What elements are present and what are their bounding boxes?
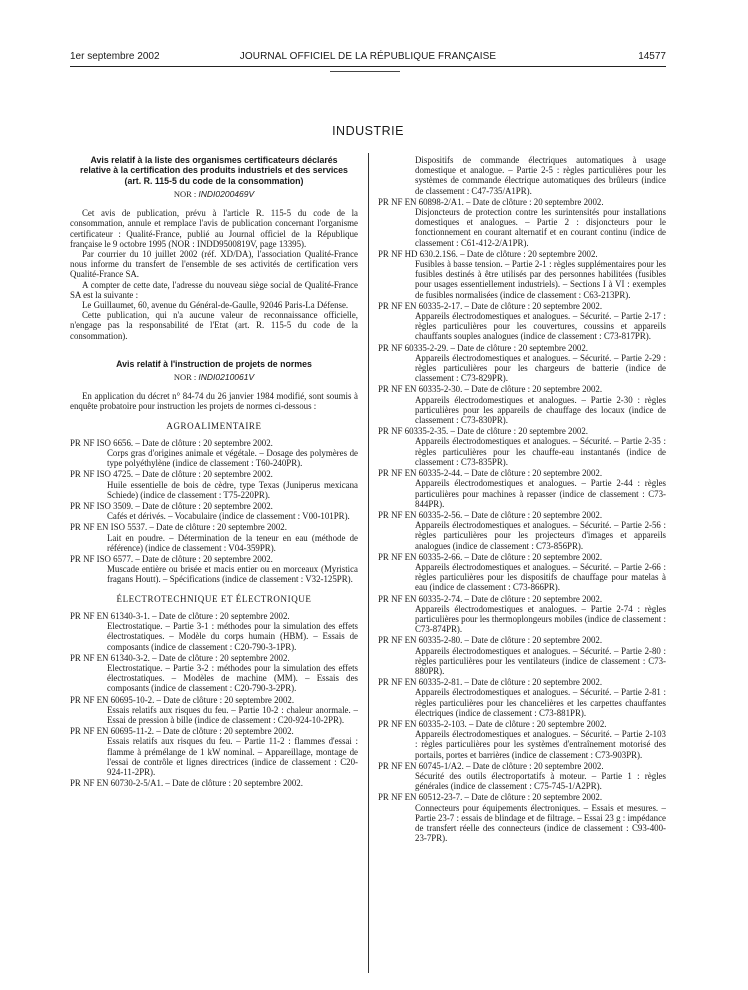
norm-entry-head: PR NF EN 60335-2-103. – Date de clôture : 20 septembre 2002. (378, 718, 607, 729)
rubric-agroalimentaire: AGROALIMENTAIRE (166, 420, 262, 431)
norm-entry-body: Disjoncteurs de protection contre les surintensités pour installations domestiques et analogues. – Partie 2 : disjoncteurs pour le fonctionnement en courant alternatif et en courant continu (indice de classement : C61-412-2/A1PR). (415, 207, 666, 248)
norm-entry-head: PR NF EN 60335-2-66. – Date de clôture : 20 septembre 2002. (378, 551, 603, 562)
norm-entry-head: PR NF EN 60730-2-5/A1. – Date de clôture : 20 septembre 2002. (70, 778, 303, 789)
norm-entry (70, 469, 358, 500)
section-title: INDUSTRIE (332, 124, 404, 138)
norm-entry (378, 677, 666, 718)
norm-entry-head: PR NF ISO 4725. – Date de clôture : 20 septembre 2002. (70, 469, 273, 480)
norm-entry (378, 384, 666, 425)
paragraph: A compter de cette date, l'adresse du nouveau siège social de Qualité-France SA est la suivante : (70, 279, 358, 300)
norm-entry-head: PR NF EN 61340-3-2. – Date de clôture : 20 septembre 2002. (70, 652, 290, 663)
paragraph: Par courrier du 10 juillet 2002 (réf. XD/DA), l'association Qualité-France nous informe du transfert de l'ensemble de ses activités de certification vers Qualité-France SA. (70, 248, 358, 280)
norm-entry (70, 438, 358, 469)
norm-entry-head: PR NF EN 60335-2-44. – Date de clôture : 20 septembre 2002. (378, 468, 603, 479)
norm-entry-body: Fusibles à basse tension. – Partie 2-1 : règles supplémentaires pour les fusibles destinés à être utilisés par des personnes habilitées (fusibles pour usages essentiellement industriels). – Sections I à VI : exemples de fusibles normalisées (indice de classement : C63-213PR). (415, 259, 666, 300)
norm-entry-body: Electrostatique. – Partie 3-2 : méthodes pour la simulation des effets électrostatiques. – Modèles de machine (MM). – Essais des composants (indice de classement : C20-790-3-2PR). (107, 662, 358, 694)
nor-code: INDI0200469V (198, 188, 255, 199)
norm-entry-head: PR NF EN 60695-11-2. – Date de clôture : 20 septembre 2002. (70, 726, 294, 737)
paragraph: Cette publication, qui n'a aucune valeur de reconnaissance officielle, n'engage pas la responsabilité de l'Etat (art. R. 115-5 du code de la consommation). (70, 310, 358, 341)
norm-entry-head: PR NF EN 60695-10-2. – Date de clôture : 20 septembre 2002. (70, 694, 295, 705)
norm-entry (70, 653, 358, 694)
header-rule (70, 66, 666, 67)
elec-entries-right (378, 197, 666, 844)
avis-organismes (70, 155, 358, 341)
paragraph: Le Guillaumet, 60, avenue du Général-de-Gaulle, 92046 Paris-La Défense. (82, 299, 349, 310)
norm-entry-head: PR NF EN 60335-2-81. – Date de clôture : 20 septembre 2002. (378, 677, 603, 688)
norm-entry (70, 501, 358, 521)
norm-entry (70, 611, 358, 652)
norm-entry-body: Dispositifs de commande électriques automatiques à usage domestique et analogue. – Partie 2-5 : règles particulières pour les systèmes de commande électrique automatiques des brûleurs (indice de classement : C47-735/A1PR). (415, 155, 666, 196)
rubric-electrotechnique: ÉLECTROTECHNIQUE ET ÉLECTRONIQUE (116, 593, 312, 604)
norm-entry (70, 554, 358, 585)
right-column (378, 155, 666, 844)
norm-entry-body: Appareils électrodomestiques et analogues. – Sécurité. – Partie 2-35 : règles particulières pour les chauffe-eau instantanés (indice de classement : C73-835PR). (415, 436, 666, 467)
norm-entry-head: PR NF EN 60335-2-30. – Date de clôture : 20 septembre 2002. (378, 384, 603, 395)
nor-code: INDI0210061V (198, 372, 255, 383)
norm-entry-head: PR NF EN 60512-23-7. – Date de clôture : 20 septembre 2002. (378, 792, 603, 803)
paragraph: Cet avis de publication, prévu à l'article R. 115-5 du code de la consommation, annule et remplace l'avis de publication concernant l'organisme certificateur : Qualité-France, publié au Journal officiel de la République française le 9 octobre 1995 (NOR : INDD9500819V, page 13395). (70, 208, 358, 249)
norm-entry-head: PR NF ISO 6577. – Date de clôture : 20 septembre 2002. (70, 554, 273, 565)
nor-label: NOR : (173, 372, 197, 383)
norm-entry-head: PR NF EN 60745-1/A2. – Date de clôture : 20 septembre 2002. (378, 760, 604, 771)
norm-entry (378, 552, 666, 593)
norm-entry-head: PR NF ISO 6656. – Date de clôture : 20 septembre 2002. (70, 437, 273, 448)
norm-entry-head: PR NF EN 61340-3-1. – Date de clôture : 20 septembre 2002. (70, 610, 290, 621)
avis-projets-normes (70, 359, 358, 412)
header-subrule (330, 71, 400, 72)
norm-entry-body: Appareils électrodomestiques et analogues. – Sécurité. – Partie 2-66 : règles particulières pour les dispositifs de chauffage pour matelas à eau (indice de classement : C73-866PR). (415, 561, 666, 593)
norm-entry (70, 726, 358, 777)
norm-entry-body: Appareils électrodomestiques et analogues. – Sécurité. – Partie 2-29 : règles particulières pour les chargeurs de batterie (indice de classement : C73-829PR). (415, 352, 666, 384)
norm-entry-head: PR NF EN ISO 5537. – Date de clôture : 20 septembre 2002. (70, 522, 287, 533)
norm-entry (378, 761, 666, 792)
norm-entry (378, 301, 666, 342)
norm-entry-body: Appareils électrodomestiques et analogues. – Sécurité. – Partie 2-17 : règles particulières pour les couvertures, coussins et appareils chauffants souples analogues (indice de classement : C73-817PR). (415, 311, 666, 342)
norm-entry-head: PR NF ISO 3509. – Date de clôture : 20 septembre 2002. (70, 501, 273, 512)
norm-entry (378, 249, 666, 300)
norm-entry-head: PR NF EN 60335-2-56. – Date de clôture : 20 septembre 2002. (378, 509, 603, 520)
norm-entry (378, 468, 666, 509)
norm-entry (378, 197, 666, 248)
norm-entry-body: Appareils électrodomestiques et analogues. – Sécurité. – Partie 2-80 : règles particulières pour les ventilateurs (indice de classement : C73-880PR). (415, 645, 666, 676)
norm-entry (70, 778, 358, 788)
header-date: 1er septembre 2002 (70, 51, 160, 62)
norm-entry-head: PR NF EN 60335-2-17. – Date de clôture : 20 septembre 2002. (378, 300, 603, 311)
intro-paragraph: En application du décret n° 84-74 du 26 janvier 1984 modifié, sont soumis à enquête probatoire pour instruction les projets de normes ci-dessous : (70, 391, 358, 412)
norm-entry (378, 343, 666, 384)
norm-entry-body: Connecteurs pour équipements électroniques. – Essais et mesures. – Partie 23-7 : essais de blindage et de filtrage. – Essai 23 g : impédance de transfert réelle des connecteurs (indice de classement : C93-400-23-7PR). (415, 802, 666, 844)
norm-entry (378, 426, 666, 467)
norm-entry (70, 522, 358, 553)
column-divider (368, 153, 369, 973)
left-column (70, 155, 358, 789)
norm-entry (378, 635, 666, 676)
norm-entry-head: PR NF 60335-2-29. – Date de clôture : 20 septembre 2002. (378, 342, 589, 353)
norm-entry-body: Essais relatifs aux risques du feu. – Partie 11-2 : flammes d'essai : flamme à prémélange de 1 kW nominal. – Appareillage, montage de l'essai de contrôle et lignes directrices (indice de classement : C20-924-11-2PR). (107, 736, 358, 777)
norm-entry-body: Huile essentielle de bois de cèdre, type Texas (Juniperus mexicana Schiede) (indice de classement : T75-220PR). (107, 479, 358, 500)
norm-entry (70, 695, 358, 726)
norm-entry-continuation (378, 155, 666, 196)
norm-entry-body: Muscade entière ou brisée et macis entier ou en morceaux (Myristica fragans Houtt). – Spécifications (indice de classement : V32-125PR). (107, 564, 358, 585)
norm-entry-body: Appareils électrodomestiques et analogues. – Partie 2-30 : règles particulières pour les appareils de chauffage des locaux (indice de classement : C73-830PR). (415, 394, 666, 426)
norm-entry-body: Appareils électrodomestiques et analogues. – Partie 2-44 : règles particulières pour machines à repasser (indice de classement : C73-844PR). (415, 478, 666, 509)
norm-entry (378, 792, 666, 843)
header-journal-title: JOURNAL OFFICIEL DE LA RÉPUBLIQUE FRANÇAISE (239, 51, 497, 62)
norm-entry-body: Appareils électrodomestiques et analogues. – Sécurité. – Partie 2-81 : règles particulières pour les chancelières et les carpettes chauffantes électriques (indice de classement : C73-881PR). (415, 687, 666, 718)
avis-title: Avis relatif à l'instruction de projets de normes (116, 358, 312, 369)
norm-entry-body: Appareils électrodomestiques et analogues. – Sécurité. – Partie 2-103 : règles particulières pour les systèmes d'entraînement motorisé des portails, portes et barrières (indice de classement : C73-903PR). (415, 729, 666, 760)
norm-entry (378, 719, 666, 760)
norm-entry-body: Cafés et dérivés. – Vocabulaire (indice de classement : V00-101PR). (107, 511, 350, 522)
norm-entry (378, 594, 666, 635)
header-page-number: 14577 (638, 51, 666, 62)
norm-entry-body: Lait en poudre. – Détermination de la teneur en eau (méthode de référence) (indice de classement : V04-359PR). (107, 532, 358, 553)
avis-title: Avis relatif à la liste des organismes certificateurs déclarés relative à la certification des produits industriels et des services (art. R. 115-5 du code de la consommation) (80, 155, 348, 186)
elec-entries-left (70, 611, 358, 788)
norm-entry-head: PR NF EN 60898-2/A1. – Date de clôture : 20 septembre 2002. (378, 196, 604, 207)
norm-entry-body: Essais relatifs aux risques du feu. – Partie 10-2 : chaleur anormale. – Essai de pression à bille (indice de classement : C20-924-10-2PR). (107, 704, 358, 725)
nor-label: NOR : (173, 188, 197, 199)
norm-entry-head: PR NF EN 60335-2-80. – Date de clôture : 20 septembre 2002. (378, 635, 603, 646)
running-header (70, 51, 666, 65)
agro-entries (70, 438, 358, 585)
norm-entry-body: Electrostatique. – Partie 3-1 : méthodes pour la simulation des effets électrostatiques. – Modèle du corps humain (HBM). – Essais de composants (indice de classement : C20-790-3-1PR). (107, 621, 358, 652)
norm-entry (378, 510, 666, 551)
nor-line (70, 372, 358, 382)
norm-entry-head: PR NF HD 630.2.1S6. – Date de clôture : 20 septembre 2002. (378, 248, 598, 259)
norm-entry-body: Appareils électrodomestiques et analogues. – Partie 2-74 : règles particulières pour les thermoplongeurs mobiles (indice de classement : C73-874PR). (415, 603, 666, 635)
norm-entry-body: Corps gras d'origines animale et végétale. – Dosage des polymères de type polyéthylène (indice de classement : T60-240PR). (107, 448, 358, 469)
nor-line (70, 189, 358, 199)
norm-entry-body: Sécurité des outils électroportatifs à moteur. – Partie 1 : règles générales (indice de classement : C75-745-1/A2PR). (415, 770, 666, 792)
norm-entry-body: Appareils électrodomestiques et analogues. – Sécurité. – Partie 2-56 : règles particulières pour les projecteurs d'images et appareils analogues (indice de classement : C73-856PR). (415, 520, 666, 551)
norm-entry-head: PR NF 60335-2-35. – Date de clôture : 20 septembre 2002. (378, 426, 589, 437)
norm-entry-head: PR NF EN 60335-2-74. – Date de clôture : 20 septembre 2002. (378, 593, 603, 604)
